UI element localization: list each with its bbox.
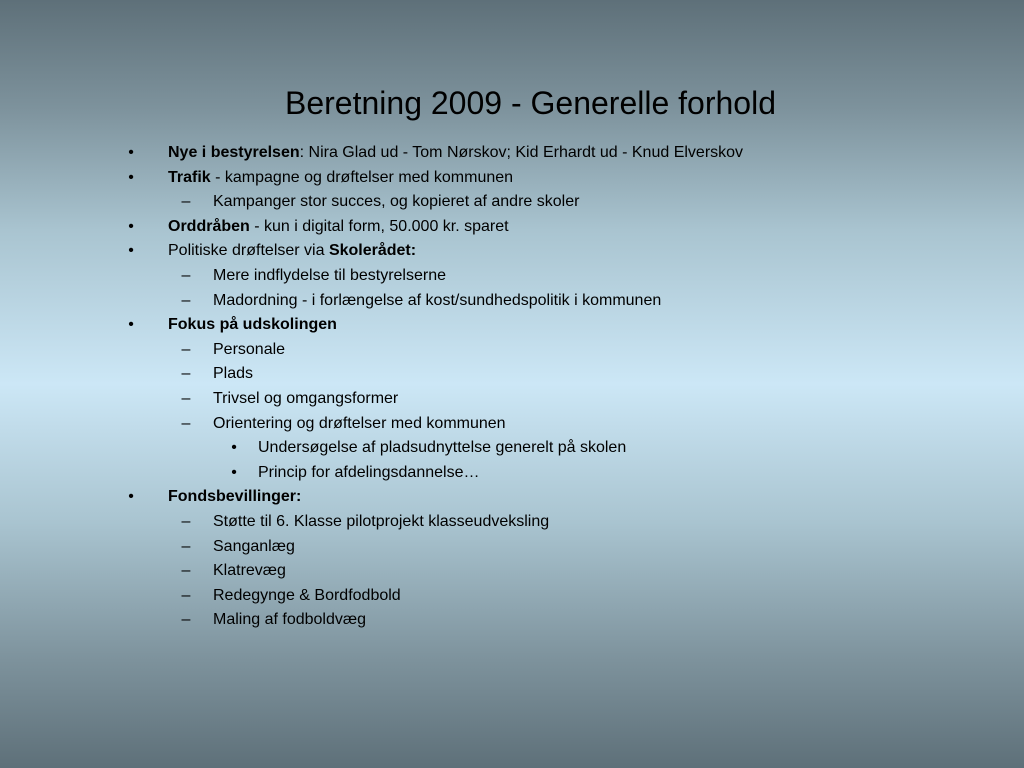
list-item-text: Fondsbevillinger: <box>168 488 302 506</box>
dash-marker: – <box>181 193 191 211</box>
bullet-marker: • <box>128 168 134 186</box>
dash-marker: – <box>181 414 191 432</box>
list-item-text: Orddråben - kun i digital form, 50.000 kr. sparet <box>168 217 509 235</box>
list-item-text: Princip for afdelingsdannelse… <box>258 463 480 481</box>
list-item <box>0 166 1024 191</box>
list-item-text: Politiske drøftelser via Skolerådet: <box>168 242 417 260</box>
list-item <box>0 559 1024 584</box>
bullet-marker: • <box>231 463 237 481</box>
list-item <box>0 461 1024 486</box>
list-item <box>0 608 1024 633</box>
list-item-text: Redegynge & Bordfodbold <box>213 586 401 604</box>
list-item <box>0 436 1024 461</box>
dash-marker: – <box>181 611 191 629</box>
list-item-text: Klatrevæg <box>213 562 286 580</box>
list-item-text: Undersøgelse af pladsudnyttelse generelt på skolen <box>258 439 627 457</box>
list-item-text: Trafik - kampagne og drøftelser med kommunen <box>168 168 514 186</box>
list-item-text: Sanganlæg <box>213 537 295 555</box>
bullet-marker: • <box>231 439 237 457</box>
bullet-marker: • <box>128 242 134 260</box>
list-item-text: Nye i bestyrelsen: Nira Glad ud - Tom Nørskov; Kid Erhardt ud - Knud Elverskov <box>168 144 744 161</box>
list-item <box>0 485 1024 510</box>
slide-title: Beretning 2009 - Generelle forhold <box>285 85 776 121</box>
bullet-marker: • <box>128 217 134 235</box>
dash-marker: – <box>181 586 191 604</box>
list-item <box>0 387 1024 412</box>
dash-marker: – <box>181 512 191 530</box>
list-item-text: Støtte til 6. Klasse pilotprojekt klasseudveksling <box>213 512 550 530</box>
list-item <box>0 264 1024 289</box>
bullet-list <box>0 141 1024 633</box>
dash-marker: – <box>181 562 191 580</box>
list-item-text: Mere indflydelse til bestyrelserne <box>213 266 446 284</box>
list-item <box>0 338 1024 363</box>
dash-marker: – <box>181 389 191 407</box>
list-item <box>0 313 1024 338</box>
dash-marker: – <box>181 266 191 284</box>
list-item <box>0 141 1024 166</box>
list-item <box>0 510 1024 535</box>
list-item <box>0 239 1024 264</box>
list-item-text: Plads <box>213 365 254 383</box>
list-item <box>0 412 1024 437</box>
bullet-marker: • <box>128 144 134 161</box>
dash-marker: – <box>181 537 191 555</box>
list-item-text: Maling af fodboldvæg <box>213 611 366 629</box>
list-item <box>0 362 1024 387</box>
list-item-text: Trivsel og omgangsformer <box>213 389 399 407</box>
list-item-text: Orientering og drøftelser med kommunen <box>213 414 506 432</box>
dash-marker: – <box>181 291 191 309</box>
list-item-text: Kampanger stor succes, og kopieret af andre skoler <box>213 193 580 211</box>
bullet-marker: • <box>128 316 134 334</box>
list-item-text: Madordning - i forlængelse af kost/sundhedspolitik i kommunen <box>213 291 662 309</box>
list-item-text: Personale <box>213 340 286 358</box>
list-item <box>0 190 1024 215</box>
list-item <box>0 289 1024 314</box>
list-item <box>0 584 1024 609</box>
list-item-text: Fokus på udskolingen <box>168 316 337 334</box>
dash-marker: – <box>181 340 191 358</box>
list-item <box>0 535 1024 560</box>
bullet-marker: • <box>128 488 134 506</box>
list-item <box>0 215 1024 240</box>
dash-marker: – <box>181 365 191 383</box>
